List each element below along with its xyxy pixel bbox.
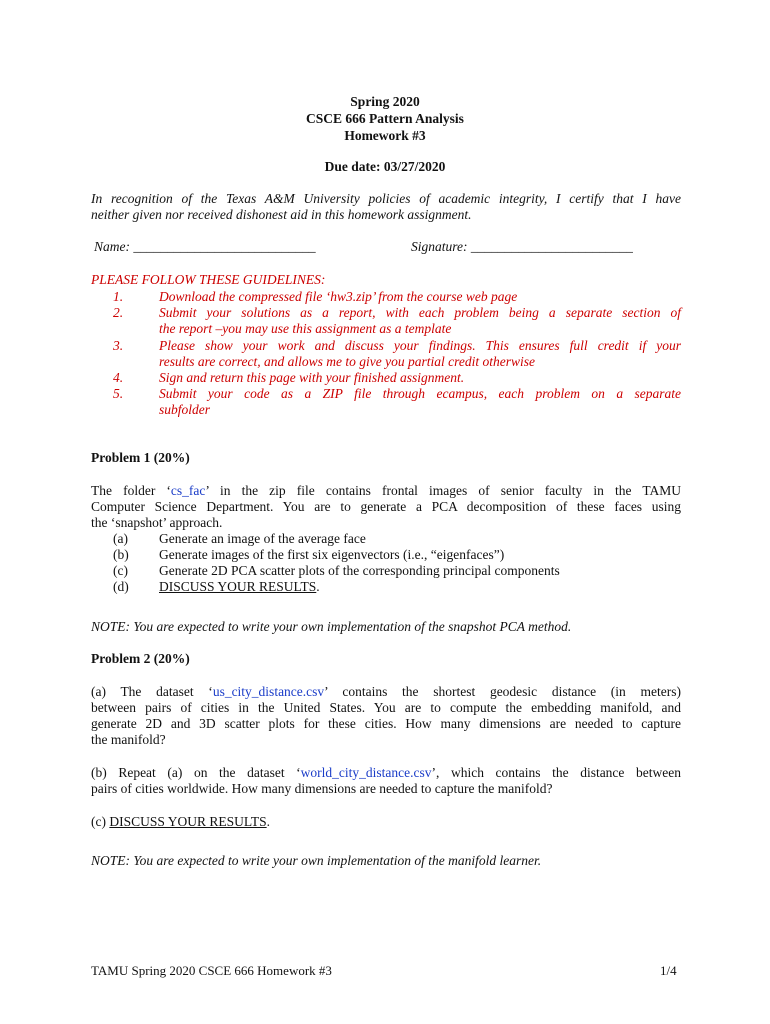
page-number: 1/4: [660, 963, 677, 978]
problem-1-text-line-1: [91, 483, 681, 499]
problem-2c-line: [91, 814, 681, 830]
problem-2a-line-1: [91, 684, 681, 700]
signature-field: Signature: ________________________: [411, 239, 633, 254]
guideline-number: 2.: [113, 305, 124, 320]
problem-1-item-label: (d): [113, 579, 129, 594]
problem-2a-line-3: generate 2D and 3D scatter plots for these cities. How many dimensions are needed to capture: [91, 716, 681, 731]
problem-2a-line-4: the manifold?: [91, 732, 166, 747]
text-fragment: ’ in the zip file contains frontal images of senior faculty in the TAMU: [205, 483, 681, 498]
problem-1-item-label: (a): [113, 531, 128, 546]
problem-2-note: NOTE: You are expected to write your own implementation of the manifold learner.: [91, 853, 542, 868]
discuss-results-text: DISCUSS YOUR RESULTS: [109, 814, 267, 829]
guideline-number: 3.: [113, 338, 124, 353]
certification-line-2: neither given nor received dishonest aid in this homework assignment.: [91, 207, 472, 222]
problem-1-text-line-2: Computer Science Department. You are to generate a PCA decomposition of these faces using: [91, 499, 681, 514]
problem-2b-line-1: [91, 765, 681, 781]
guideline-number: 4.: [113, 370, 124, 385]
guideline-number: 1.: [113, 289, 124, 304]
problem-2a-line-2: between pairs of cities in the United States. You are to compute the embedding manifold, and: [91, 700, 681, 715]
homework-heading: Homework #3: [344, 128, 426, 143]
problem-1-item: Generate 2D PCA scatter plots of the corresponding principal components: [159, 563, 560, 578]
text-fragment: ’ contains the shortest geodesic distance (in meters): [324, 684, 681, 699]
due-date: Due date: 03/27/2020: [324, 159, 446, 174]
certification-line-1: In recognition of the Texas A&M University policies of academic integrity, I certify that I have: [91, 191, 681, 206]
text-fragment: The folder ‘: [91, 483, 171, 498]
guideline-item-cont: results are correct, and allows me to give you partial credit otherwise: [159, 354, 535, 369]
problem-1-item-label: (b): [113, 547, 129, 562]
guideline-item-cont: subfolder: [159, 402, 211, 417]
text-fragment: (c): [91, 814, 110, 829]
course-heading: CSCE 666 Pattern Analysis: [306, 111, 464, 126]
problem-1-title: Problem 1 (20%): [91, 450, 190, 465]
problem-2-title: Problem 2 (20%): [91, 651, 190, 666]
problem-1-text-line-3: the ‘snapshot’ approach.: [91, 515, 223, 530]
problem-1-item: [159, 579, 681, 595]
us-city-distance-link[interactable]: us_city_distance.csv: [212, 684, 325, 699]
problem-1-item: Generate images of the first six eigenvectors (i.e., “eigenfaces”): [159, 547, 505, 562]
text-fragment: ’, which contains the distance between: [431, 765, 681, 780]
problem-1-item: Generate an image of the average face: [159, 531, 366, 546]
guideline-item: Download the compressed file ‘hw3.zip’ from the course web page: [159, 289, 518, 304]
problem-1-item-label: (c): [113, 563, 128, 578]
footer-title: TAMU Spring 2020 CSCE 666 Homework #3: [91, 963, 332, 978]
name-field: Name: ___________________________: [94, 239, 316, 254]
guidelines-title: PLEASE FOLLOW THESE GUIDELINES:: [91, 272, 326, 287]
guideline-item: Submit your solutions as a report, with each problem being a separate section of: [159, 305, 681, 320]
cs-fac-link[interactable]: cs_fac: [170, 483, 206, 498]
discuss-results-text: DISCUSS YOUR RESULTS: [159, 579, 317, 594]
guideline-number: 5.: [113, 386, 124, 401]
problem-2b-line-2: pairs of cities worldwide. How many dimensions are needed to capture the manifold?: [91, 781, 553, 796]
text-fragment: (a) The dataset ‘: [91, 684, 213, 699]
guideline-item: Please show your work and discuss your findings. This ensures full credit if your: [159, 338, 681, 353]
text-fragment: .: [316, 579, 320, 594]
text-fragment: (b) Repeat (a) on the dataset ‘: [91, 765, 301, 780]
text-fragment: .: [266, 814, 271, 829]
guideline-item: Sign and return this page with your finished assignment.: [159, 370, 465, 385]
term-heading: Spring 2020: [350, 94, 420, 109]
world-city-distance-link[interactable]: world_city_distance.csv: [300, 765, 432, 780]
guideline-item: Submit your code as a ZIP file through ecampus, each problem on a separate: [159, 386, 681, 401]
problem-1-note: NOTE: You are expected to write your own implementation of the snapshot PCA method.: [91, 619, 572, 634]
guideline-item-cont: the report –you may use this assignment as a template: [159, 321, 452, 336]
